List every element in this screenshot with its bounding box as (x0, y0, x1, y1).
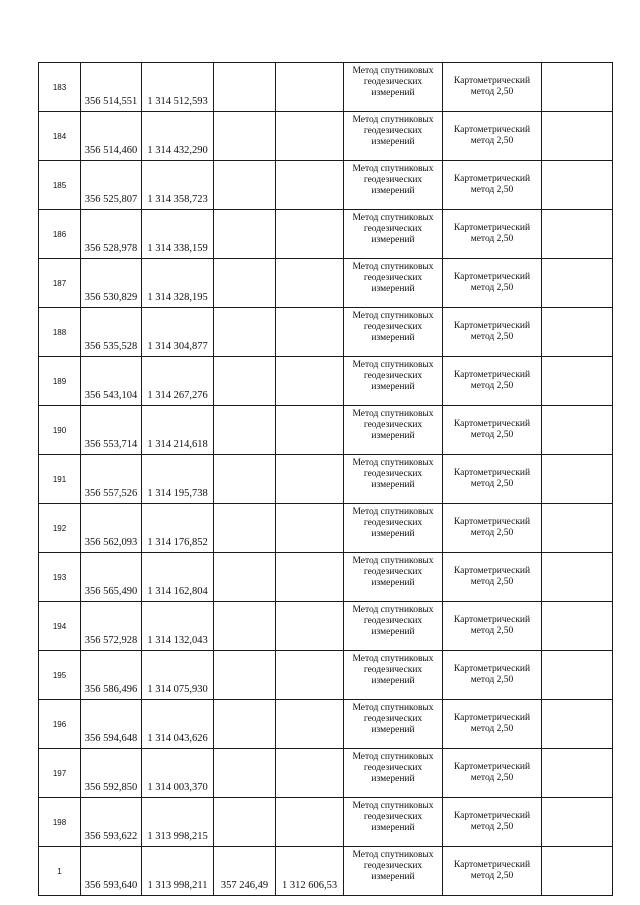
accuracy-text-line: Картометрический (453, 369, 531, 380)
accuracy-text-line: Картометрический (453, 712, 531, 723)
point-number-cell (39, 112, 81, 161)
point-number-cell (39, 406, 81, 455)
point-number-value: 189 (52, 376, 67, 386)
method-cell (344, 798, 443, 847)
x-coordinate-cell (81, 749, 142, 798)
description-cell (542, 406, 613, 455)
x-coordinate-cell (81, 259, 142, 308)
point-number-value: 196 (52, 719, 67, 729)
accuracy-text-line: Картометрический (453, 663, 531, 674)
x-coordinate-cell (81, 161, 142, 210)
y-coordinate-value: 1 314 162,804 (147, 586, 208, 597)
new-x-coordinate-cell (214, 112, 276, 161)
method-cell (344, 700, 443, 749)
method-text-line: Метод спутниковых (352, 164, 434, 174)
method-cell (344, 112, 443, 161)
method-text-line: геодезических (363, 273, 423, 283)
new-y-coordinate-cell (276, 847, 344, 896)
x-coordinate-cell (81, 357, 142, 406)
y-coordinate-cell (142, 406, 214, 455)
accuracy-text-line: метод 2,50 (470, 822, 514, 832)
y-coordinate-cell (142, 651, 214, 700)
accuracy-cell (443, 112, 542, 161)
method-text-line: измерений (371, 774, 415, 784)
table-row (39, 210, 613, 259)
accuracy-cell (443, 651, 542, 700)
method-text-line: геодезических (363, 567, 423, 577)
method-text-line: геодезических (363, 224, 423, 234)
description-cell (542, 553, 613, 602)
new-x-coordinate-cell (214, 308, 276, 357)
x-coordinate-value: 356 514,551 (84, 96, 138, 107)
method-text-line: геодезических (363, 812, 423, 822)
description-cell (542, 63, 613, 112)
accuracy-cell (443, 406, 542, 455)
point-number-value: 186 (52, 229, 67, 239)
new-x-coordinate-cell (214, 847, 276, 896)
x-coordinate-value: 356 530,829 (84, 292, 138, 303)
method-text-line: Метод спутниковых (352, 507, 434, 517)
accuracy-text-line: Картометрический (453, 271, 531, 282)
accuracy-cell (443, 259, 542, 308)
new-x-coordinate-cell (214, 406, 276, 455)
point-number-value: 198 (52, 817, 67, 827)
y-coordinate-cell (142, 357, 214, 406)
y-coordinate-value: 1 314 338,159 (147, 243, 208, 254)
new-x-coordinate-cell (214, 210, 276, 259)
method-cell (344, 161, 443, 210)
method-cell (344, 308, 443, 357)
method-text-line: геодезических (363, 469, 423, 479)
method-text-line: Метод спутниковых (352, 311, 434, 321)
point-number-value: 197 (52, 768, 67, 778)
point-number-value: 194 (52, 621, 67, 631)
method-text-line: Метод спутниковых (352, 115, 434, 125)
x-coordinate-cell (81, 847, 142, 896)
method-text-line: измерений (371, 480, 415, 490)
table-row (39, 161, 613, 210)
description-cell (542, 161, 613, 210)
y-coordinate-cell (142, 308, 214, 357)
accuracy-text-line: Картометрический (453, 467, 531, 478)
accuracy-text-line: Картометрический (453, 75, 531, 86)
method-text-line: измерений (371, 676, 415, 686)
new-y-coordinate-cell (276, 259, 344, 308)
x-coordinate-cell (81, 553, 142, 602)
method-cell (344, 602, 443, 651)
method-text-line: геодезических (363, 714, 423, 724)
x-coordinate-value: 356 553,714 (84, 439, 138, 450)
method-cell (344, 455, 443, 504)
accuracy-cell (443, 210, 542, 259)
accuracy-text-line: Картометрический (453, 810, 531, 821)
description-cell (542, 749, 613, 798)
description-cell (542, 700, 613, 749)
new-x-coordinate-cell (214, 553, 276, 602)
method-cell (344, 210, 443, 259)
accuracy-text-line: Картометрический (453, 173, 531, 184)
accuracy-text-line: Картометрический (453, 565, 531, 576)
point-number-value: 192 (52, 523, 67, 533)
accuracy-text-line: метод 2,50 (470, 332, 514, 342)
x-coordinate-value: 356 565,490 (84, 586, 138, 597)
accuracy-text-line: Картометрический (453, 859, 531, 870)
point-number-cell (39, 553, 81, 602)
x-coordinate-cell (81, 210, 142, 259)
accuracy-cell (443, 798, 542, 847)
y-coordinate-value: 1 314 328,195 (147, 292, 208, 303)
method-cell (344, 504, 443, 553)
x-coordinate-cell (81, 308, 142, 357)
accuracy-text-line: метод 2,50 (470, 479, 514, 489)
point-number-cell (39, 847, 81, 896)
accuracy-text-line: Картометрический (453, 320, 531, 331)
accuracy-cell (443, 553, 542, 602)
x-coordinate-value: 356 535,528 (84, 341, 138, 352)
y-coordinate-value: 1 314 304,877 (147, 341, 208, 352)
description-cell (542, 210, 613, 259)
table-row (39, 357, 613, 406)
x-coordinate-cell (81, 651, 142, 700)
x-coordinate-value: 356 557,526 (84, 488, 138, 499)
accuracy-text-line: метод 2,50 (470, 724, 514, 734)
table-row (39, 406, 613, 455)
point-number-value: 183 (52, 82, 67, 92)
new-x-coordinate-cell (214, 700, 276, 749)
method-text-line: Метод спутниковых (352, 360, 434, 370)
method-text-line: геодезических (363, 322, 423, 332)
method-text-line: геодезических (363, 371, 423, 381)
method-text-line: геодезических (363, 616, 423, 626)
method-text-line: Метод спутниковых (352, 850, 434, 860)
description-cell (542, 259, 613, 308)
method-text-line: Метод спутниковых (352, 66, 434, 76)
method-text-line: измерений (371, 578, 415, 588)
method-cell (344, 63, 443, 112)
y-coordinate-value: 1 313 998,211 (147, 880, 208, 891)
point-number-value: 191 (52, 474, 67, 484)
new-x-coordinate-cell (214, 259, 276, 308)
x-coordinate-value: 356 594,648 (84, 733, 138, 744)
coordinates-table-body (39, 63, 613, 896)
y-coordinate-cell (142, 553, 214, 602)
accuracy-cell (443, 63, 542, 112)
method-text-line: Метод спутниковых (352, 703, 434, 713)
accuracy-text-line: Картометрический (453, 222, 531, 233)
description-cell (542, 455, 613, 504)
y-coordinate-value: 1 314 267,276 (147, 390, 208, 401)
table-row (39, 651, 613, 700)
x-coordinate-value: 356 592,850 (84, 782, 138, 793)
point-number-value: 188 (52, 327, 67, 337)
method-text-line: измерений (371, 284, 415, 294)
description-cell (542, 504, 613, 553)
x-coordinate-cell (81, 406, 142, 455)
accuracy-cell (443, 357, 542, 406)
method-cell (344, 406, 443, 455)
accuracy-text-line: Картометрический (453, 418, 531, 429)
method-text-line: Метод спутниковых (352, 213, 434, 223)
x-coordinate-value: 356 514,460 (84, 145, 138, 156)
table-row (39, 259, 613, 308)
method-text-line: геодезических (363, 518, 423, 528)
point-number-value: 1 (57, 866, 62, 876)
method-text-line: геодезических (363, 175, 423, 185)
new-y-coordinate-cell (276, 406, 344, 455)
new-x-coordinate-cell (214, 63, 276, 112)
method-cell (344, 847, 443, 896)
y-coordinate-cell (142, 210, 214, 259)
method-cell (344, 749, 443, 798)
new-y-coordinate-cell (276, 798, 344, 847)
method-text-line: Метод спутниковых (352, 605, 434, 615)
method-text-line: геодезических (363, 77, 423, 87)
x-coordinate-value: 356 543,104 (84, 390, 138, 401)
new-x-coordinate-cell (214, 651, 276, 700)
point-number-cell (39, 749, 81, 798)
new-x-coordinate-value: 357 246,49 (220, 880, 269, 891)
point-number-cell (39, 161, 81, 210)
accuracy-cell (443, 161, 542, 210)
table-row (39, 602, 613, 651)
accuracy-cell (443, 455, 542, 504)
method-text-line: Метод спутниковых (352, 262, 434, 272)
method-text-line: геодезических (363, 763, 423, 773)
y-coordinate-cell (142, 504, 214, 553)
table-row (39, 847, 613, 896)
y-coordinate-value: 1 314 512,593 (147, 96, 208, 107)
y-coordinate-value: 1 314 003,370 (147, 782, 208, 793)
method-text-line: геодезических (363, 861, 423, 871)
y-coordinate-value: 1 314 075,930 (147, 684, 208, 695)
new-y-coordinate-cell (276, 749, 344, 798)
y-coordinate-cell (142, 602, 214, 651)
new-y-coordinate-cell (276, 553, 344, 602)
new-y-coordinate-cell (276, 504, 344, 553)
method-text-line: геодезических (363, 665, 423, 675)
y-coordinate-cell (142, 798, 214, 847)
x-coordinate-value: 356 528,978 (84, 243, 138, 254)
y-coordinate-cell (142, 63, 214, 112)
accuracy-cell (443, 700, 542, 749)
method-text-line: измерений (371, 431, 415, 441)
method-text-line: измерений (371, 235, 415, 245)
x-coordinate-cell (81, 700, 142, 749)
method-text-line: Метод спутниковых (352, 458, 434, 468)
point-number-cell (39, 455, 81, 504)
x-coordinate-cell (81, 504, 142, 553)
point-number-value: 187 (52, 278, 67, 288)
accuracy-text-line: Картометрический (453, 761, 531, 772)
y-coordinate-cell (142, 259, 214, 308)
table-row (39, 553, 613, 602)
accuracy-text-line: метод 2,50 (470, 773, 514, 783)
accuracy-cell (443, 504, 542, 553)
new-y-coordinate-cell (276, 308, 344, 357)
point-number-value: 195 (52, 670, 67, 680)
accuracy-text-line: метод 2,50 (470, 675, 514, 685)
method-text-line: измерений (371, 137, 415, 147)
y-coordinate-value: 1 314 043,626 (147, 733, 208, 744)
x-coordinate-value: 356 525,807 (84, 194, 138, 205)
new-y-coordinate-cell (276, 210, 344, 259)
new-x-coordinate-cell (214, 798, 276, 847)
x-coordinate-value: 356 572,928 (84, 635, 138, 646)
method-text-line: измерений (371, 88, 415, 98)
method-text-line: измерений (371, 333, 415, 343)
method-text-line: измерений (371, 382, 415, 392)
method-text-line: измерений (371, 872, 415, 882)
y-coordinate-value: 1 314 132,043 (147, 635, 208, 646)
description-cell (542, 847, 613, 896)
accuracy-text-line: метод 2,50 (470, 528, 514, 538)
point-number-cell (39, 357, 81, 406)
y-coordinate-value: 1 313 998,215 (147, 831, 208, 842)
method-cell (344, 651, 443, 700)
point-number-value: 193 (52, 572, 67, 582)
method-text-line: измерений (371, 823, 415, 833)
new-y-coordinate-cell (276, 602, 344, 651)
point-number-value: 184 (52, 131, 67, 141)
accuracy-text-line: Картометрический (453, 124, 531, 135)
method-text-line: геодезических (363, 420, 423, 430)
point-number-cell (39, 63, 81, 112)
coordinates-table (38, 62, 613, 896)
point-number-cell (39, 798, 81, 847)
accuracy-text-line: метод 2,50 (470, 283, 514, 293)
y-coordinate-value: 1 314 432,290 (147, 145, 208, 156)
y-coordinate-cell (142, 749, 214, 798)
new-y-coordinate-cell (276, 651, 344, 700)
new-y-coordinate-cell (276, 112, 344, 161)
point-number-cell (39, 504, 81, 553)
accuracy-text-line: метод 2,50 (470, 381, 514, 391)
new-y-coordinate-value: 1 312 606,53 (281, 880, 338, 891)
description-cell (542, 798, 613, 847)
x-coordinate-value: 356 586,496 (84, 684, 138, 695)
y-coordinate-cell (142, 112, 214, 161)
table-row (39, 308, 613, 357)
method-text-line: Метод спутниковых (352, 654, 434, 664)
new-y-coordinate-cell (276, 161, 344, 210)
point-number-cell (39, 602, 81, 651)
x-coordinate-cell (81, 63, 142, 112)
new-x-coordinate-cell (214, 161, 276, 210)
table-row (39, 455, 613, 504)
y-coordinate-cell (142, 161, 214, 210)
new-x-coordinate-cell (214, 602, 276, 651)
method-cell (344, 259, 443, 308)
table-row (39, 112, 613, 161)
table-row (39, 63, 613, 112)
x-coordinate-value: 356 593,640 (84, 880, 138, 891)
y-coordinate-cell (142, 847, 214, 896)
new-x-coordinate-cell (214, 749, 276, 798)
y-coordinate-value: 1 314 358,723 (147, 194, 208, 205)
y-coordinate-cell (142, 455, 214, 504)
method-text-line: измерений (371, 529, 415, 539)
method-text-line: геодезических (363, 126, 423, 136)
y-coordinate-value: 1 314 214,618 (147, 439, 208, 450)
x-coordinate-value: 356 593,622 (84, 831, 138, 842)
description-cell (542, 357, 613, 406)
new-y-coordinate-cell (276, 700, 344, 749)
method-text-line: измерений (371, 627, 415, 637)
x-coordinate-cell (81, 602, 142, 651)
accuracy-text-line: метод 2,50 (470, 185, 514, 195)
accuracy-text-line: метод 2,50 (470, 234, 514, 244)
x-coordinate-cell (81, 112, 142, 161)
method-cell (344, 553, 443, 602)
method-text-line: измерений (371, 186, 415, 196)
point-number-cell (39, 700, 81, 749)
point-number-value: 190 (52, 425, 67, 435)
table-row (39, 700, 613, 749)
description-cell (542, 308, 613, 357)
point-number-value: 185 (52, 180, 67, 190)
x-coordinate-cell (81, 798, 142, 847)
y-coordinate-value: 1 314 195,738 (147, 488, 208, 499)
new-y-coordinate-cell (276, 63, 344, 112)
accuracy-cell (443, 308, 542, 357)
accuracy-cell (443, 749, 542, 798)
table-row (39, 504, 613, 553)
new-x-coordinate-cell (214, 455, 276, 504)
point-number-cell (39, 210, 81, 259)
method-text-line: Метод спутниковых (352, 556, 434, 566)
accuracy-text-line: метод 2,50 (470, 577, 514, 587)
method-text-line: Метод спутниковых (352, 801, 434, 811)
table-row (39, 798, 613, 847)
description-cell (542, 602, 613, 651)
description-cell (542, 651, 613, 700)
accuracy-text-line: метод 2,50 (470, 871, 514, 881)
point-number-cell (39, 259, 81, 308)
y-coordinate-cell (142, 700, 214, 749)
y-coordinate-value: 1 314 176,852 (147, 537, 208, 548)
accuracy-text-line: Картометрический (453, 516, 531, 527)
new-x-coordinate-cell (214, 357, 276, 406)
point-number-cell (39, 308, 81, 357)
new-y-coordinate-cell (276, 357, 344, 406)
accuracy-cell (443, 847, 542, 896)
method-text-line: Метод спутниковых (352, 409, 434, 419)
x-coordinate-value: 356 562,093 (84, 537, 138, 548)
new-y-coordinate-cell (276, 455, 344, 504)
method-cell (344, 357, 443, 406)
point-number-cell (39, 651, 81, 700)
accuracy-cell (443, 602, 542, 651)
accuracy-text-line: Картометрический (453, 614, 531, 625)
x-coordinate-cell (81, 455, 142, 504)
method-text-line: измерений (371, 725, 415, 735)
accuracy-text-line: метод 2,50 (470, 626, 514, 636)
table-row (39, 749, 613, 798)
description-cell (542, 112, 613, 161)
accuracy-text-line: метод 2,50 (470, 430, 514, 440)
accuracy-text-line: метод 2,50 (470, 87, 514, 97)
method-text-line: Метод спутниковых (352, 752, 434, 762)
accuracy-text-line: метод 2,50 (470, 136, 514, 146)
new-x-coordinate-cell (214, 504, 276, 553)
